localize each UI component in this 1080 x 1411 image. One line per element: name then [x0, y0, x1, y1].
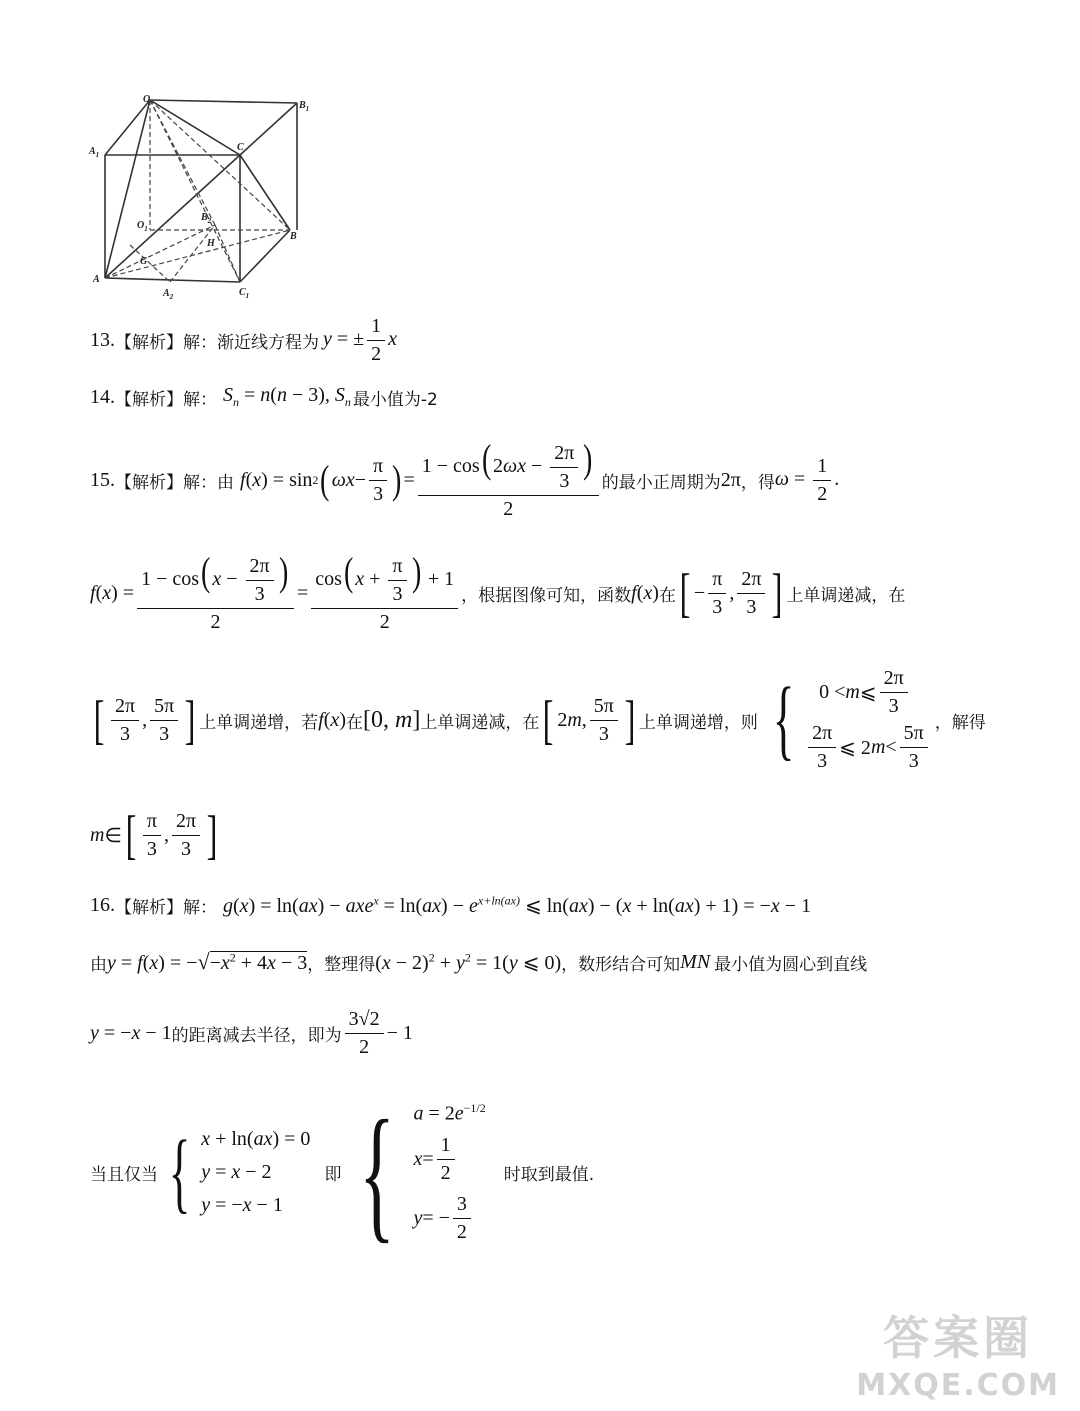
q13-line — [90, 314, 398, 365]
q16-line-eq: y = −x − 1 — [90, 1021, 172, 1044]
q16-text-8: 时取到最值. — [503, 1165, 595, 1185]
label-B1: $B_1$ — [299, 100, 310, 113]
q13-formula: y = ± $\frac{1}{2}$ x — [323, 314, 398, 365]
q16-line-3 — [90, 1005, 413, 1061]
q14-line — [90, 382, 438, 412]
q15-text-10: ，解得 — [934, 712, 986, 733]
q16-formula-3: $(x - 2)^2 + y^2 = 1(y$ ⩽ 0) — [375, 949, 562, 974]
q15-text-6: 上单调递增，若 — [199, 712, 319, 733]
q16-text-3: ，数形结合可知 — [561, 954, 681, 975]
watermark-line-2: MXQE.COM — [856, 1368, 1060, 1403]
q15-interval-4: [ 2 m , $\frac{5\pi}{3}$ ] — [542, 690, 636, 750]
q16-min-value: $\frac{3√2}{2}$ − 1 — [342, 1008, 413, 1059]
q13-text: 渐近线方程为 — [217, 332, 319, 353]
q16-line-2 — [90, 945, 867, 979]
q15-text-9: 上单调递增，则 — [638, 712, 758, 733]
q16-text-4: 最小值为圆心到直线 — [714, 954, 868, 975]
label-A: A — [93, 274, 100, 285]
q15-number: 15. — [90, 468, 115, 491]
q16-text-6: 当且仅当 — [90, 1165, 158, 1185]
q13-number: 13. — [90, 328, 115, 351]
watermark-line-1: 答案圈 — [883, 1311, 1034, 1365]
q16-system-2: { $a = 2e^{-1/2}$ x = $\frac{1}{2}$ y = − $\frac{3}{2}$ — [359, 1089, 486, 1256]
q16-formula-1: $g(x) = \ln(ax) - axe^x = \ln(ax) - e^{x+ln(ax)}$ ⩽ ln(ax) − (x + ln(ax) + 1) = −x − 1 — [223, 892, 812, 917]
label-B: B — [290, 231, 297, 242]
q16-tag: 【解析】解： — [115, 897, 217, 918]
q15-line-4 — [90, 805, 221, 865]
label-G: G — [140, 256, 148, 267]
label-H: H — [207, 238, 215, 249]
q15-text-2: ，得 — [740, 472, 775, 493]
q15-text-5: 上单调递减，在 — [786, 585, 906, 606]
q15-text-3: ，根据图像可知，函数 — [461, 585, 632, 606]
q16-line-4 — [90, 1085, 594, 1260]
q15-line-2 — [90, 549, 906, 633]
q15-text-8: 上单调递减，在 — [420, 712, 540, 733]
q15-tag: 【解析】解：由 — [115, 472, 234, 493]
q15-interval-3: [0, m] — [362, 706, 421, 733]
q16-text-1: 由 — [90, 954, 107, 975]
q15-fx-1: f(x) — [631, 581, 659, 604]
q15-period: 2π — [720, 468, 741, 491]
q15-system: { 0 < m ⩽ $\frac{2\pi}{3}$ $\frac{2\pi}{3}$ ⩽ 2 m < $\frac{5\pi}{3}$ — [762, 667, 931, 773]
q15-text-7: 在 — [345, 712, 363, 733]
label-O: O — [143, 94, 151, 105]
q15-formula-2: f ( x ) = 1 − cos(x − $\frac{2\pi}{3}$ ) 2 = cos(x + $\frac{\pi}{3}$ ) + 1 2 — [90, 552, 461, 634]
q16-number: 16. — [90, 893, 115, 916]
q14-tag: 【解析】解： — [115, 389, 217, 410]
q16-line-1 — [90, 888, 811, 922]
q16-formula-2: $y = f(x) = -√-x^2 + 4x - 3$ — [107, 949, 308, 974]
q16-text-7: 即 — [324, 1165, 342, 1185]
q15-interval-2: [ $\frac{2\pi}{3}$ , $\frac{5\pi}{3}$ ] — [93, 690, 196, 750]
q15-interval-1: [ − $\frac{\pi}{3}$ , $\frac{2\pi}{3}$ ] — [679, 563, 783, 623]
label-A2: $A_2$ — [163, 288, 174, 301]
q13-tag: 【解析】解： — [115, 332, 217, 353]
q16-text-2: ，整理得 — [307, 954, 376, 975]
q14-formula: $S_n = n(n - 3)$, $S_n$ — [223, 384, 351, 409]
q15-text-1: 的最小正周期为 — [601, 472, 721, 493]
q15-line-1 — [90, 436, 840, 520]
q14-text: 最小值为-2 — [352, 389, 438, 410]
label-C1: $C_1$ — [239, 287, 250, 300]
watermark-logo — [856, 1302, 1060, 1403]
label-O1: $O_1$ — [137, 220, 148, 233]
q14-number: 14. — [90, 385, 115, 408]
cube-figure — [85, 90, 325, 305]
label-B2: $B_2$ — [201, 212, 212, 225]
q15-formula-1: f ( x ) = sin 2 ( ωx − $\frac{\pi}{3}$ ) = 1 − cos(2ωx − $\frac{2\pi}{3}$ ) 2 — [240, 439, 602, 521]
q15-omega: ω = $\frac{1}{2}$ . — [774, 454, 840, 505]
q16-system-1: { x + ln(ax) = 0 y = x − 2 y = −x − 1 — [168, 1122, 311, 1222]
q15-answer: m ∈ [ $\frac{\pi}{3}$ , $\frac{2\pi}{3}$ ] — [90, 805, 218, 865]
q15-fx-2: f(x) — [318, 708, 346, 731]
label-A1: $A_1$ — [89, 146, 100, 159]
q16-text-5: 的距离减去半径，即为 — [171, 1025, 342, 1046]
q15-text-4: 在 — [658, 585, 676, 606]
label-C: C — [237, 142, 244, 153]
q15-line-3 — [90, 665, 986, 775]
q16-mn: MN — [680, 950, 711, 973]
